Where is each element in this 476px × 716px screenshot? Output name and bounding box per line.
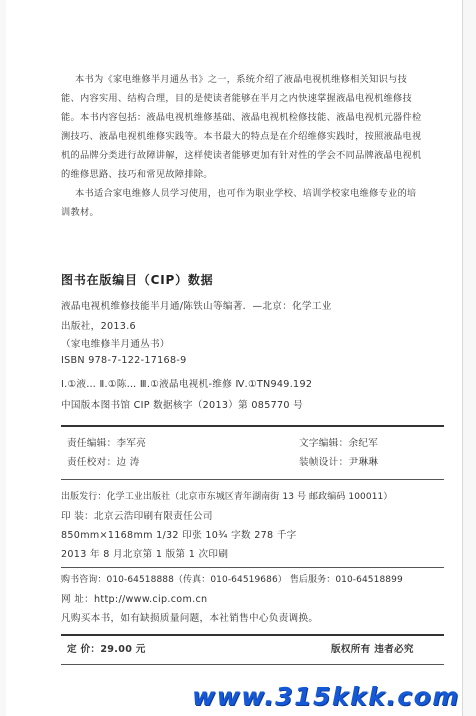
- responsible-editor: 责任编辑：李军亮: [67, 438, 147, 449]
- isbn: ISBN 978-7-122-17168-9: [61, 355, 187, 366]
- cip-classification: Ⅰ.①液… Ⅱ.①陈… Ⅲ.①液晶电视机-维修 Ⅳ.①TN949.192: [61, 379, 313, 390]
- format-line: 850mm×1168mm 1/32 印张 10¾ 字数 278 千字: [61, 530, 297, 541]
- publisher-line: 出版发行：化学工业出版社（北京市东城区青年湖南街 13 号 邮政编码 100011）: [61, 492, 393, 502]
- divider: [61, 567, 444, 568]
- printer-line: 印 装：北京云浩印刷有限责任公司: [61, 511, 213, 522]
- watermark: www.315kkk.com: [192, 682, 460, 711]
- edition-line: 2013 年 8 月北京第 1 版第 1 次印刷: [61, 549, 229, 560]
- intro-line: 本书为《家电维修半月通丛书》之一，系统介绍了液晶电视机维修相关知识与技: [75, 74, 408, 85]
- text-editor: 文字编辑：余纪军: [299, 438, 379, 449]
- cip-line: （家电维修半月通丛书）: [61, 339, 170, 350]
- divider: [61, 664, 444, 665]
- audience-line: 训教材。: [61, 207, 99, 218]
- return-policy: 凡购买本书，如有缺损质量问题，本社销售中心负责调换。: [61, 613, 319, 624]
- cip-record-number: 中国版本图书馆 CIP 数据核字（2013）第 085770 号: [61, 400, 304, 411]
- intro-line: 的维修思路、技巧和常见故障排除。: [61, 169, 213, 180]
- price: 定 价：29.00 元: [67, 644, 146, 655]
- cip-heading: 图书在版编目（CIP）数据: [61, 273, 214, 287]
- cip-line: 出版社，2013.6: [61, 321, 136, 332]
- copyright-notice: 版权所有 违者必究: [331, 644, 414, 655]
- divider: [61, 425, 444, 427]
- intro-line: 机的品牌分类进行故障讲解，这样使读者能够更加有针对性的学会不同品牌液晶电视机: [61, 150, 422, 161]
- divider: [61, 634, 444, 636]
- audience-line: 本书适合家电维修人员学习使用，也可作为职业学校、培训学校家电维修专业的培: [75, 188, 417, 199]
- cip-line: 液晶电视机维修技能半月通/陈铁山等编著．—北京：化学工业: [61, 301, 332, 312]
- website: 网 址：http://www.cip.com.cn: [61, 594, 208, 605]
- divider: [61, 479, 444, 480]
- intro-line: 能。本书内容包括：液晶电视机维修基础、液晶电视机检修技能、液晶电视机元器件检: [61, 112, 422, 123]
- cover-designer: 装帧设计：尹琳琳: [299, 457, 379, 468]
- intro-line: 测技巧、液晶电视机维修实践等。本书最大的特点是在介绍维修实践时，按照液晶电视: [61, 131, 422, 142]
- purchase-contact: 购书咨询：010-64518888（传真：010-64519686） 售后服务：010-64518899: [61, 575, 403, 585]
- intro-line: 能、内容实用、结构合理，目的是使读者能够在半月之内快速掌握液晶电视机维修技: [61, 93, 413, 104]
- proofreader: 责任校对：边 涛: [67, 457, 140, 468]
